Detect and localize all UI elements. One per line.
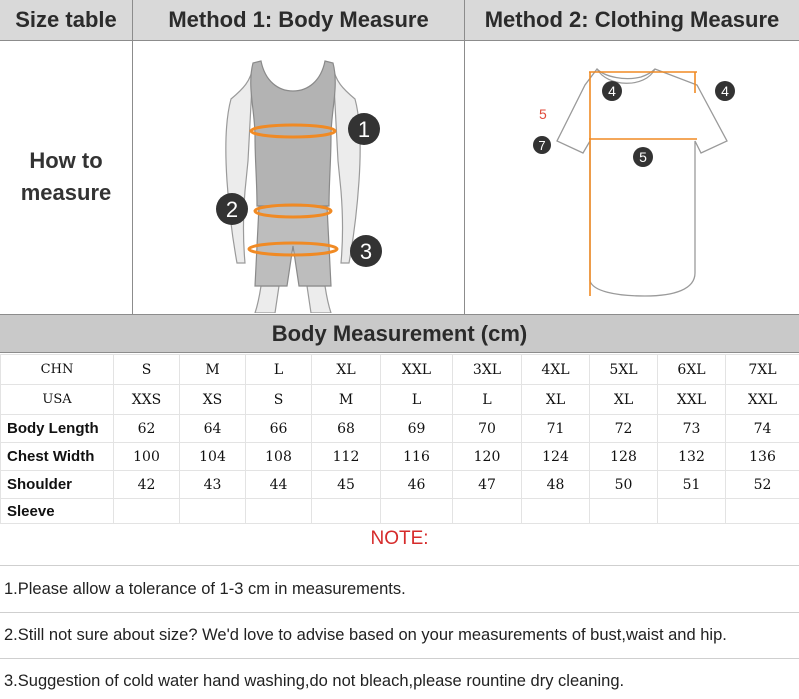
table-cell <box>522 499 590 524</box>
marker-2 <box>216 193 248 225</box>
t-shirt-shape <box>557 69 727 296</box>
table-row <box>1 385 799 415</box>
table-row <box>1 415 799 443</box>
row-label: USA <box>1 385 114 415</box>
marker-6 <box>602 81 622 101</box>
table-cell: 71 <box>522 415 590 443</box>
table-cell: 100 <box>114 443 180 471</box>
table-cell <box>114 499 180 524</box>
table-cell: 72 <box>590 415 658 443</box>
marker-7 <box>533 136 551 154</box>
svg-text:3: 3 <box>359 239 373 264</box>
divider <box>0 612 799 613</box>
table-cell: 5XL <box>590 355 658 385</box>
table-cell: 42 <box>114 471 180 499</box>
table-cell <box>381 499 453 524</box>
svg-text:2: 2 <box>225 197 239 222</box>
table-row <box>1 355 799 385</box>
side-label-5 <box>539 106 547 122</box>
table-cell: XL <box>590 385 658 415</box>
table-cell: L <box>246 355 312 385</box>
table-cell: 112 <box>312 443 381 471</box>
note-item-3: 3.Suggestion of cold water hand washing,do not bleach,please rountine dry cleaning. <box>4 672 625 690</box>
table-cell <box>312 499 381 524</box>
table-cell: 51 <box>658 471 726 499</box>
table-cell: 74 <box>726 415 799 443</box>
table-row <box>1 499 799 524</box>
body-measure-illustration <box>133 41 464 313</box>
table-row <box>1 443 799 471</box>
table-cell: XXL <box>381 355 453 385</box>
row-label: Shoulder <box>1 471 114 499</box>
table-cell: 48 <box>522 471 590 499</box>
table-cell: S <box>114 355 180 385</box>
table-cell: 104 <box>180 443 246 471</box>
table-cell: 46 <box>381 471 453 499</box>
row-label: Body Length <box>1 415 114 443</box>
header-method-2: Method 2: Clothing Measure <box>465 0 799 41</box>
row-label: Chest Width <box>1 443 114 471</box>
how-to-line-2: measure <box>20 180 112 205</box>
table-cell: 108 <box>246 443 312 471</box>
table-cell: 62 <box>114 415 180 443</box>
table-cell: 7XL <box>726 355 799 385</box>
svg-text:4: 4 <box>721 83 729 99</box>
table-cell: 73 <box>658 415 726 443</box>
note-item-2: 2.Still not sure about size? We'd love to advise based on your measurements of bust,waist and hip. <box>4 626 727 644</box>
clothing-measure-illustration <box>465 41 799 313</box>
marker-5 <box>633 147 653 167</box>
row-label: CHN <box>1 355 114 385</box>
svg-text:1: 1 <box>357 117 371 142</box>
svg-text:4: 4 <box>608 83 616 99</box>
table-cell: L <box>381 385 453 415</box>
svg-text:5: 5 <box>639 149 647 165</box>
table-cell: 136 <box>726 443 799 471</box>
table-row <box>1 471 799 499</box>
marker-3 <box>350 235 382 267</box>
table-cell <box>453 499 522 524</box>
note-title: NOTE: <box>370 528 429 549</box>
table-cell: M <box>312 385 381 415</box>
table-cell: XXL <box>726 385 799 415</box>
table-cell: 47 <box>453 471 522 499</box>
svg-text:7: 7 <box>538 138 546 153</box>
table-cell: 132 <box>658 443 726 471</box>
table-cell <box>246 499 312 524</box>
table-cell: XXS <box>114 385 180 415</box>
table-cell <box>590 499 658 524</box>
row-label: Sleeve <box>1 499 114 524</box>
table-cell <box>658 499 726 524</box>
table-cell: 120 <box>453 443 522 471</box>
table-cell: M <box>180 355 246 385</box>
table-cell: XL <box>312 355 381 385</box>
table-cell: 3XL <box>453 355 522 385</box>
table-cell: 44 <box>246 471 312 499</box>
header-method-1: Method 1: Body Measure <box>133 0 464 41</box>
size-table <box>0 354 799 524</box>
table-cell: 6XL <box>658 355 726 385</box>
table-cell: 68 <box>312 415 381 443</box>
svg-text:5: 5 <box>539 106 547 122</box>
note-item-1: 1.Please allow a tolerance of 1-3 cm in measurements. <box>4 580 406 598</box>
table-cell: 128 <box>590 443 658 471</box>
table-cell: 45 <box>312 471 381 499</box>
table-cell: 64 <box>180 415 246 443</box>
table-cell: 43 <box>180 471 246 499</box>
table-cell: 69 <box>381 415 453 443</box>
tank-top-shape <box>251 61 335 206</box>
marker-1 <box>348 113 380 145</box>
table-cell: 4XL <box>522 355 590 385</box>
table-cell: XS <box>180 385 246 415</box>
table-cell: S <box>246 385 312 415</box>
table-cell <box>726 499 799 524</box>
table-cell: 52 <box>726 471 799 499</box>
divider <box>0 658 799 659</box>
table-cell <box>180 499 246 524</box>
table-cell: 70 <box>453 415 522 443</box>
divider <box>0 565 799 566</box>
table-cell: 66 <box>246 415 312 443</box>
table-cell: 50 <box>590 471 658 499</box>
how-to-line-1: How to <box>29 148 103 173</box>
how-to-measure-label <box>0 41 132 313</box>
table-cell: XXL <box>658 385 726 415</box>
table-cell: XL <box>522 385 590 415</box>
body-measurement-title: Body Measurement (cm) <box>0 314 799 353</box>
table-cell: 116 <box>381 443 453 471</box>
marker-4 <box>715 81 735 101</box>
table-cell: L <box>453 385 522 415</box>
header-size-table: Size table <box>0 0 132 41</box>
table-cell: 124 <box>522 443 590 471</box>
